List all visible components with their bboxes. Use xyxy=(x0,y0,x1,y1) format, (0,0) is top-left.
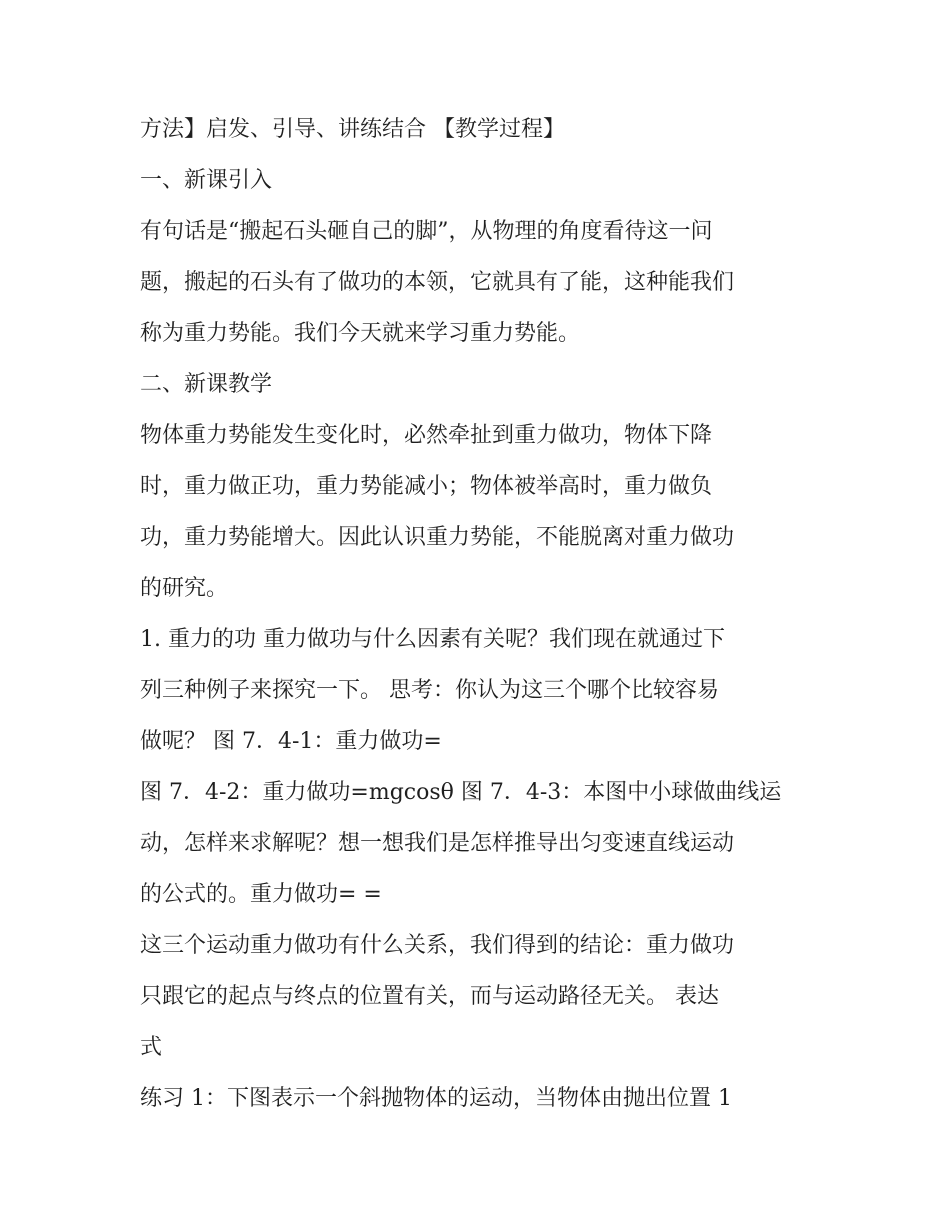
text-line: 有句话是“搬起石头砸自己的脚”，从物理的角度看待这一问 xyxy=(140,219,713,244)
text-line-method: 方法】启发、引导、讲练结合 【教学过程】 xyxy=(140,117,565,142)
text-line: 题，搬起的石头有了做功的本领，它就具有了能，这种能我们 xyxy=(140,270,735,295)
section-heading-teaching: 二、新课教学 xyxy=(140,372,273,397)
text-line: 1. 重力的功 重力做功与什么因素有关呢？我们现在就通过下 xyxy=(140,627,725,652)
text-line: 做呢？ 图 7．4-1：重力做功= xyxy=(140,729,442,754)
text-line: 式 xyxy=(140,1035,163,1060)
text-line: 图 7．4-2：重力做功=mgcosθ 图 7．4-3：本图中小球做曲线运 xyxy=(140,780,782,805)
text-line-exercise: 练习 1：下图表示一个斜抛物体的运动，当物体由抛出位置 1 xyxy=(140,1086,732,1111)
text-line: 只跟它的起点与终点的位置有关，而与运动路径无关。 表达 xyxy=(140,984,719,1009)
text-line: 的研究。 xyxy=(140,576,229,601)
text-line: 功，重力势能增大。因此认识重力势能，不能脱离对重力做功 xyxy=(140,525,735,550)
text-line: 时，重力做正功，重力势能减小；物体被举高时，重力做负 xyxy=(140,474,713,499)
document-body xyxy=(140,104,820,1124)
section-heading-intro: 一、新课引入 xyxy=(140,168,273,193)
text-line: 动，怎样来求解呢？想一想我们是怎样推导出匀变速直线运动 xyxy=(140,831,735,856)
text-line: 这三个运动重力做功有什么关系，我们得到的结论：重力做功 xyxy=(140,933,735,958)
text-line: 物体重力势能发生变化时，必然牵扯到重力做功，物体下降 xyxy=(140,423,713,448)
text-line: 称为重力势能。我们今天就来学习重力势能。 xyxy=(140,321,581,346)
text-line: 列三种例子来探究一下。 思考：你认为这三个哪个比较容易 xyxy=(140,678,719,703)
text-line: 的公式的。重力做功= = xyxy=(140,882,382,907)
